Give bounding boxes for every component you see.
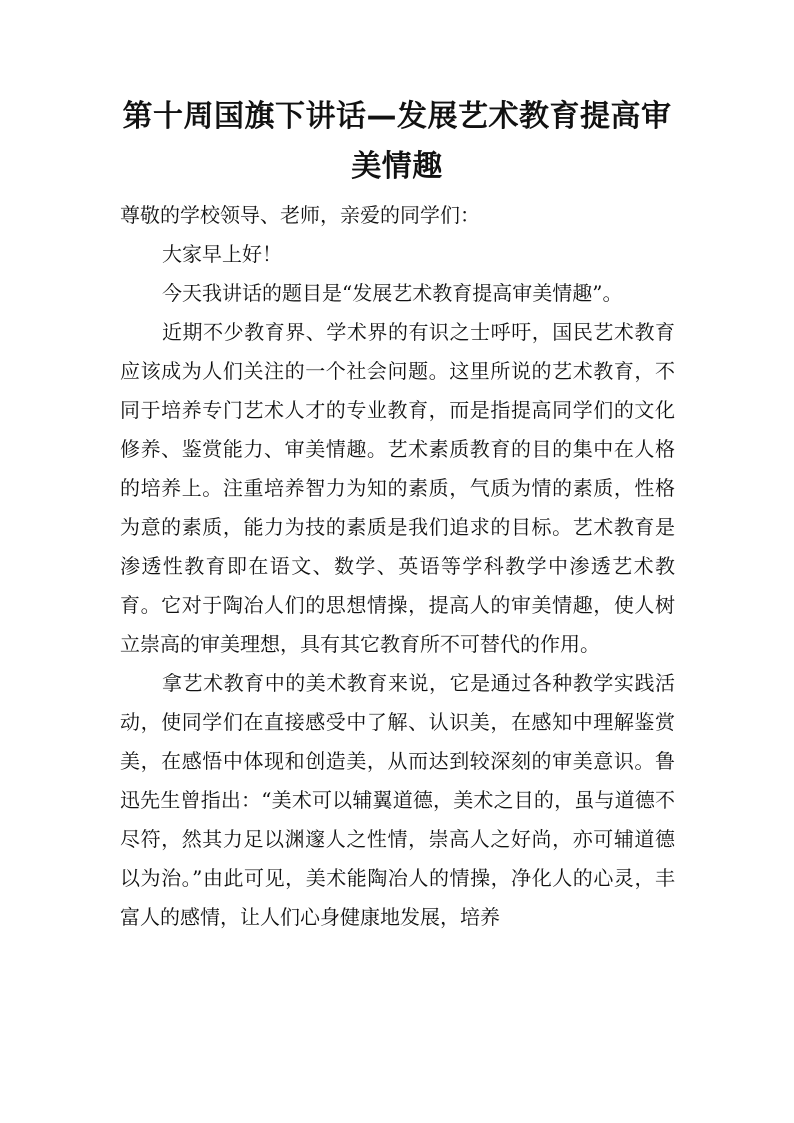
document-body: [120, 196, 675, 937]
page-title: [100, 92, 694, 192]
paragraph-art-education: 近期不少教育界、学术界的有识之士呼吁，国民艺术教育应该成为人们关注的一个社会问题。这里所说的艺术教育，不同于培养专门艺术人才的专业教育，而是指提高同学们的文化修养、鉴赏能力、审美情趣。艺术素质教育的目的集中在人格的培养上。注重培养智力为知的素质，气质为情的素质，性格为意的素质，能力为技的素质是我们追求的目标。艺术教育是渗透性教育即在语文、数学、英语等学科教学中渗透艺术教育。它对于陶冶人们的思想情操，提高人的审美情趣，使人树立崇高的审美理想，具有其它教育所不可替代的作用。: [120, 320, 675, 656]
paragraph-fine-arts: 拿艺术教育中的美术教育来说，它是通过各种教学实践活动，使同学们在直接感受中了解、认识美，在感知中理解鉴赏美，在感悟中体现和创造美，从而达到较深刻的审美意识。鲁迅先生曾指出：“美术可以辅翼道德，美术之目的，虽与道德不尽符，然其力足以渊邃人之性情，崇高人之好尚，亦可辅道德以为治。”由此可见，美术能陶冶人的情操，净化人的心灵，丰富人的感情，让人们心身健康地发展，培养: [120, 671, 675, 929]
title-line-2: 美情趣: [351, 149, 443, 184]
title-line-1: 第十周国旗下讲话—发展艺术教育提高审: [122, 99, 672, 134]
salutation: 尊敬的学校领导、老师，亲爱的同学们：: [120, 203, 480, 227]
paragraph-greeting: 大家早上好！: [162, 242, 282, 266]
paragraph-topic: 今天我讲话的题目是“发展艺术教育提高审美情趣”。: [162, 281, 623, 305]
